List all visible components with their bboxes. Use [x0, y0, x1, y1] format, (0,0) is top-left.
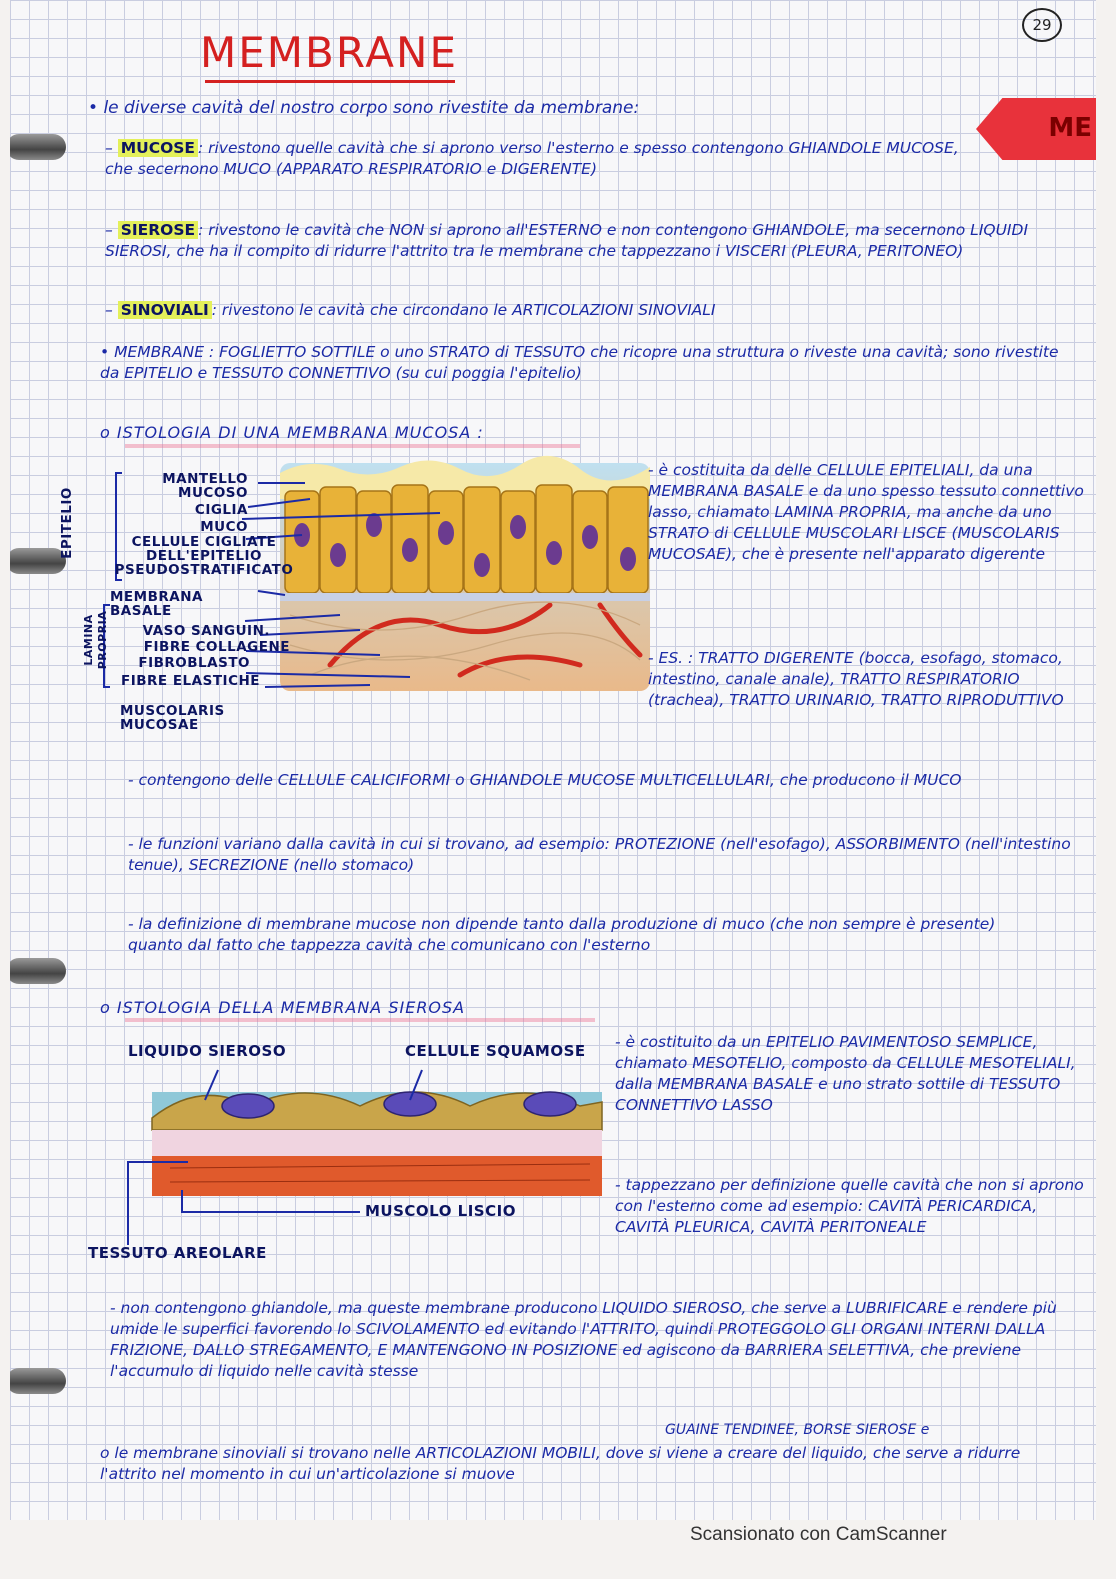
- serosa-diagram: [110, 1040, 620, 1270]
- page-title: MEMBRANE: [200, 28, 458, 77]
- label-ciglia: CIGLIA: [194, 502, 248, 518]
- label-cellule: CELLULE CIGLIATE DELL'EPITELIO PSEUDOSTRATIFICATO: [114, 534, 294, 578]
- mucosa-examples: - ES. : TRATTO DIGERENTE (bocca, esofago, stomaco, intestino, canale anale), TRATTO RESPIRATORIO (trachea), TRATTO URINARIO, TRATTO RIPRODUTTIVO: [648, 649, 1064, 709]
- serosa-heading: o ISTOLOGIA DELLA MEMBRANA SIEROSA: [100, 998, 466, 1017]
- intro-sentence: le diverse cavità del nostro corpo sono rivestite da membrane:: [103, 98, 640, 118]
- binder-ring: [10, 548, 66, 574]
- side-tab-label: ME: [1048, 113, 1092, 143]
- type-sierose-text: : rivestono le cavità che NON si aprono all'ESTERNO e non contengono GHIANDOLE, ma secernono LIQUIDI SIEROSI, che ha il compito di ridurre l'attrito tra le membrane che tappezzano i VISCERI (PLEURA, PERITONEO): [105, 221, 1029, 260]
- label-tessuto: TESSUTO AREOLARE: [88, 1244, 267, 1262]
- label-epitelio: EPITELIO: [59, 487, 75, 559]
- label-muscolo: MUSCOLO LISCIO: [365, 1202, 516, 1220]
- intro-text: [88, 98, 948, 119]
- binder-ring: [10, 134, 66, 160]
- type-sinoviali-text: : rivestono le cavità che circondano le ARTICOLAZIONI SINOVIALI: [211, 301, 716, 319]
- mucosa-description: - è costituita da delle CELLULE EPITELIALI, da una MEMBRANA BASALE e da uno spesso tessuto connettivo lasso, chiamato LAMINA PROPRIA, ma anche da uno STRATO di CELLULE MUSCOLARI LISCE (MUSCOLARIS MUCOSAE), che è presente nell'apparato digerente: [648, 461, 1084, 563]
- binder-ring: [10, 958, 66, 984]
- title-underline: [205, 80, 455, 83]
- label-mantello: MANTELLO MUCOSO: [162, 471, 248, 501]
- label-lamina: LAMINA PROPRIA: [82, 610, 109, 670]
- scanner-footer: Scansionato con CamScanner: [690, 1524, 947, 1545]
- label-muscolaris: MUSCOLARIS MUCOSAE: [120, 703, 225, 733]
- label-fibre-collagene: FIBRE COLLAGENE: [143, 639, 290, 655]
- sinovial-note: GUAINE TENDINEE, BORSE SIEROSE e: [665, 1422, 930, 1438]
- serosa-description: - è costituito da un EPITELIO PAVIMENTOSO SEMPLICE, chiamato MESOTELIO, composto da CELLULE MESOTELIALI, dalla MEMBRANA BASALE e uno strato sottile di TESSUTO CONNETTIVO LASSO: [615, 1033, 1076, 1114]
- bullet-icon: •: [88, 98, 99, 118]
- label-fibroblasto: FIBROBLASTO: [138, 655, 250, 671]
- heading-underline: [125, 444, 580, 448]
- areolar-tissue: [152, 1130, 602, 1156]
- label-cellule-squamose: CELLULE SQUAMOSE: [405, 1042, 586, 1060]
- term-sierose: SIEROSE: [118, 221, 198, 239]
- mucosa-heading: o ISTOLOGIA DI UNA MEMBRANA MUCOSA :: [100, 423, 484, 442]
- basement-membrane: [280, 593, 650, 601]
- notebook-page: [10, 0, 1096, 1520]
- mucosa-point-3: - la definizione di membrane mucose non dipende tanto dalla produzione di muco (che non sempre è presente) quanto dal fatto che tappezza cavità che comunicano con l'esterno: [128, 915, 996, 954]
- serosa-heading-text: ISTOLOGIA DELLA MEMBRANA SIEROSA: [116, 998, 466, 1017]
- binder-ring: [10, 1368, 66, 1394]
- type-mucose-text: : rivestono quelle cavità che si aprono verso l'esterno e spesso contengono GHIANDOLE MUCOSE, che secernono MUCO (APPARATO RESPIRATORIO e DIGERENTE): [105, 139, 959, 178]
- membrane-definition: • MEMBRANE : FOGLIETTO SOTTILE o uno STRATO di TESSUTO che ricopre una struttura o riveste una cavità; sono rivestite da EPITELIO e TESSUTO CONNETTIVO (su cui poggia l'epitelio): [100, 343, 1059, 382]
- sinovial-points: o le membrane sinoviali si trovano nelle ARTICOLAZIONI MOBILI, dove si viene a creare del liquido, che serve a ridurre l'attrito nel momento in cui un'articolazione si muove: [100, 1444, 1021, 1483]
- serosa-points: - non contengono ghiandole, ma queste membrane producono LIQUIDO SIEROSO, che serve a LUBRIFICARE e rendere più umide le superfici favorendo lo SCIVOLAMENTO ed evitando l'ATTRITO, quindi PROTEGGOLO GLI ORGANI INTERNI DALLA FRIZIONE, DALLO STREGAMENTO, E MANTENGONO IN POSIZIONE ed agiscono da BARRIERA SELETTIVA, che previene l'accumulo di liquido nelle cavità stesse: [110, 1299, 1057, 1380]
- heading-underline: [125, 1018, 595, 1022]
- mucosa-point-2: - le funzioni variano dalla cavità in cui si trovano, ad esempio: PROTEZIONE (nell'esofago), ASSORBIMENTO (nell'intestino tenue), SECREZIONE (nello stomaco): [128, 835, 1071, 874]
- label-liquido: LIQUIDO SIEROSO: [128, 1042, 287, 1060]
- page-number: 29: [1022, 8, 1062, 42]
- serosa-description-2: - tappezzano per definizione quelle cavità che non si aprono con l'esterno come ad esempio: CAVITÀ PERICARDICA, CAVITÀ PLEURICA, CAVITÀ PERITONEALE: [615, 1176, 1084, 1236]
- mucosa-point-1: - contengono delle CELLULE CALICIFORMI o GHIANDOLE MUCOSE MULTICELLULARI, che producono il MUCO: [128, 771, 962, 789]
- type-sierose: – SIEROSE : rivestono le cavità che NON si aprono all'ESTERNO e non contengono GHIANDOLE, ma secernono LIQUIDI SIEROSI, che ha il compito di ridurre l'attrito tra le membrane che tappezzano i VISCERI (PLEURA, PERITONEO): [105, 221, 1029, 260]
- type-mucose: – MUCOSE : rivestono quelle cavità che si aprono verso l'esterno e spesso contengono GHIANDOLE MUCOSE, che secernono MUCO (APPARATO RESPIRATORIO e DIGERENTE): [105, 139, 959, 178]
- smooth-muscle: [152, 1156, 602, 1196]
- mucosa-heading-text: ISTOLOGIA DI UNA MEMBRANA MUCOSA :: [116, 423, 484, 442]
- label-fibre-elastiche: FIBRE ELASTICHE: [120, 673, 260, 689]
- term-sinoviali: SINOVIALI: [118, 301, 212, 319]
- label-membrana: MEMBRANA BASALE: [110, 589, 203, 619]
- type-sinoviali: – SINOVIALI : rivestono le cavità che circondano le ARTICOLAZIONI SINOVIALI: [105, 301, 716, 319]
- label-vaso: VASO SANGUIN.: [142, 623, 270, 639]
- label-muco: MUCO: [200, 519, 248, 535]
- term-mucose: MUCOSE: [118, 139, 198, 157]
